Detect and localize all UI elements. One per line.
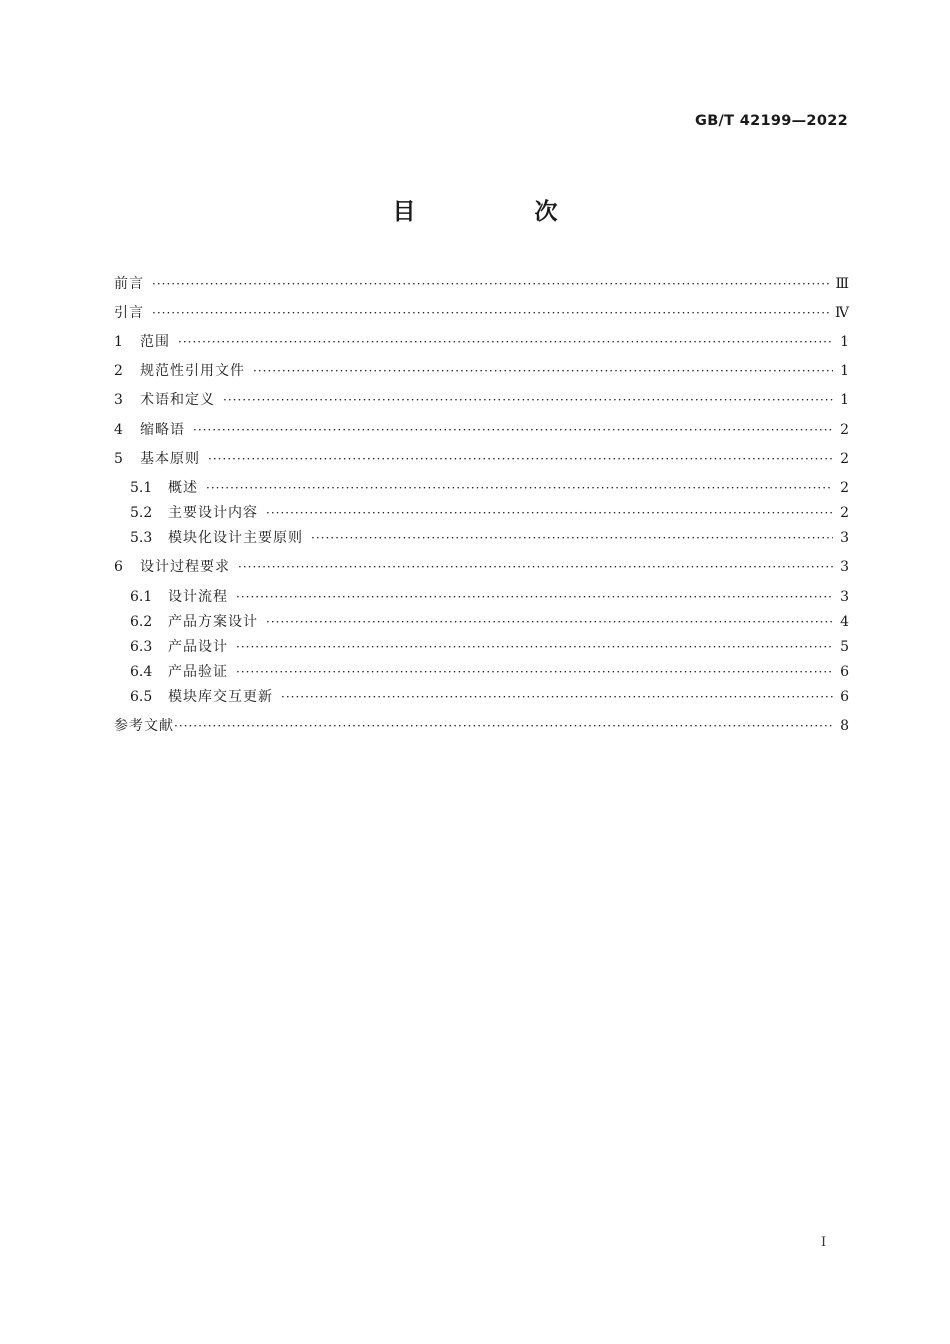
toc-leader	[206, 478, 833, 498]
toc-entry-5-3[interactable]	[130, 528, 849, 548]
toc-number: 6.4	[130, 664, 153, 680]
toc-page: 1	[840, 334, 849, 350]
toc-entry-6-1[interactable]	[130, 587, 849, 607]
toc-entry-introduction[interactable]	[114, 303, 849, 323]
toc-page: 6	[840, 689, 849, 705]
toc-number: 4	[114, 422, 123, 438]
toc-entry-6-4[interactable]	[130, 662, 849, 682]
toc-leader	[281, 687, 833, 707]
toc-label: 引言	[114, 305, 144, 321]
toc-label: 基本原则	[140, 451, 200, 467]
toc-label: 范围	[140, 334, 170, 350]
toc-entry-bibliography[interactable]	[114, 716, 849, 736]
toc-entry-2[interactable]	[114, 361, 849, 381]
toc-label: 模块库交互更新	[168, 689, 273, 705]
toc-entry-3[interactable]	[114, 390, 849, 410]
toc-leader	[266, 503, 833, 523]
toc-leader	[236, 637, 833, 657]
toc-number: 5.3	[130, 530, 153, 546]
standard-number: GB/T 42199—2022	[695, 113, 848, 129]
toc-page: 8	[840, 718, 849, 734]
toc-leader	[152, 274, 829, 294]
toc-number: 6.3	[130, 639, 153, 655]
toc-label: 参考文献	[114, 718, 174, 734]
toc-page: Ⅳ	[835, 305, 849, 321]
toc-label: 前言	[114, 276, 144, 292]
toc-label: 设计过程要求	[140, 559, 230, 575]
toc-leader	[311, 528, 833, 548]
toc-page: 4	[840, 614, 849, 630]
toc-page: 1	[840, 363, 849, 379]
toc-entry-6-5[interactable]	[130, 687, 849, 707]
toc-label: 缩略语	[140, 422, 185, 438]
toc-entry-foreword[interactable]	[114, 274, 849, 294]
toc-leader	[178, 332, 833, 352]
toc-number: 2	[114, 363, 123, 379]
toc-label: 产品设计	[168, 639, 228, 655]
toc-number: 5.1	[130, 480, 153, 496]
toc-page: 3	[840, 589, 849, 605]
toc-entry-5[interactable]	[114, 449, 849, 469]
toc-entry-4[interactable]	[114, 420, 849, 440]
toc-entry-5-1[interactable]	[130, 478, 849, 498]
page-number: Ⅰ	[821, 1235, 827, 1250]
toc-label: 概述	[168, 480, 198, 496]
toc-leader	[253, 361, 833, 381]
toc-page: 5	[840, 639, 849, 655]
toc-page: 6	[840, 664, 849, 680]
toc-leader	[223, 390, 833, 410]
toc-label: 主要设计内容	[168, 505, 258, 521]
toc-entry-1[interactable]	[114, 332, 849, 352]
toc-page: 2	[840, 505, 849, 521]
toc-label: 规范性引用文件	[140, 363, 245, 379]
toc-page: 2	[840, 480, 849, 496]
toc-page: Ⅲ	[835, 276, 849, 292]
toc-label: 设计流程	[168, 589, 228, 605]
toc-label: 模块化设计主要原则	[168, 530, 303, 546]
toc-number: 3	[114, 392, 123, 408]
toc-leader	[174, 716, 833, 736]
toc-entry-6-3[interactable]	[130, 637, 849, 657]
toc-leader	[266, 612, 833, 632]
toc-entry-6[interactable]	[114, 557, 849, 577]
toc-entry-6-2[interactable]	[130, 612, 849, 632]
toc-number: 1	[114, 334, 123, 350]
toc-number: 6.2	[130, 614, 153, 630]
toc-number: 6.5	[130, 689, 153, 705]
toc-page: 3	[840, 530, 849, 546]
toc-label: 产品验证	[168, 664, 228, 680]
toc-leader	[193, 420, 833, 440]
toc-page: 2	[840, 451, 849, 467]
toc-number: 6	[114, 559, 123, 575]
toc-page: 2	[840, 422, 849, 438]
toc-page: 1	[840, 392, 849, 408]
toc-label: 术语和定义	[140, 392, 215, 408]
toc-leader	[236, 587, 833, 607]
toc-leader	[236, 662, 833, 682]
toc-leader	[208, 449, 833, 469]
toc-leader	[152, 303, 829, 323]
page-title: 目 次	[392, 199, 606, 225]
toc-number: 5	[114, 451, 123, 467]
toc-page: 3	[840, 559, 849, 575]
toc-label: 产品方案设计	[168, 614, 258, 630]
toc-number: 5.2	[130, 505, 153, 521]
toc-number: 6.1	[130, 589, 153, 605]
toc-leader	[238, 557, 833, 577]
toc-entry-5-2[interactable]	[130, 503, 849, 523]
